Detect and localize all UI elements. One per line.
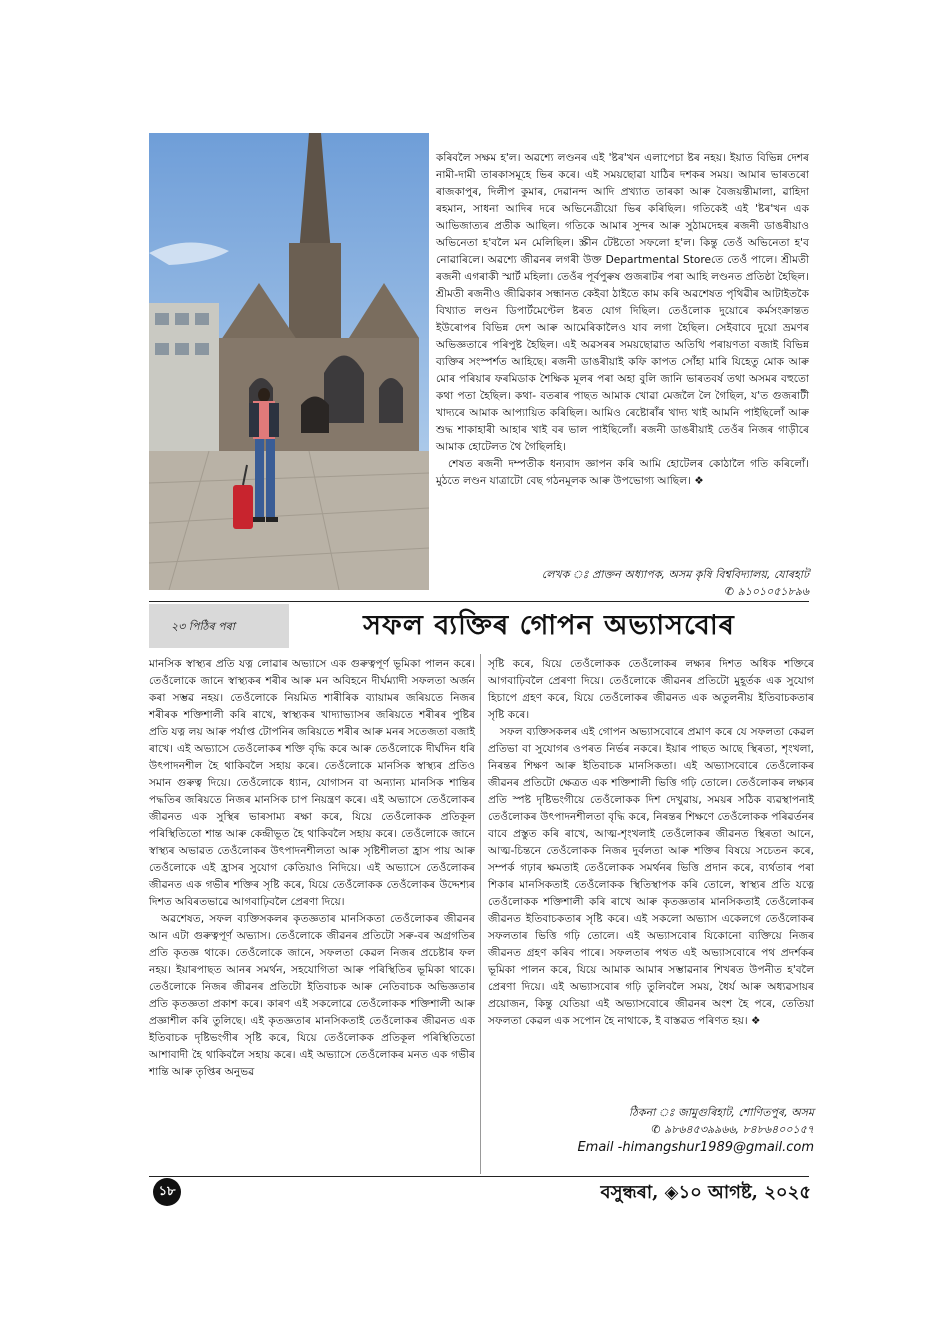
article-title: সফল ব্যক্তিৰ গোপন অভ্যাসবোৰ [363, 610, 735, 641]
page-number: ১৮ [153, 1178, 181, 1206]
top-article-paragraph: কৰিবলৈ সক্ষম হ'ল। অৱশ্যে লণ্ডনৰ এই 'ষ্টৰ'খন এলাপেচা ষ্টৰ নহয়। ইয়াত বিভিন্ন দেশৰ নামী-দামী তাৰকাসমূহে ভিৰ কৰে। এই সময়ছোৱা যাঠিৰ দশকৰ সময়। আমাৰ ভাৰতৰো ৰাজকাপুৰ, দিলীপ কুমাৰ, দেৱানন্দ আদি প্ৰখ্যাত তাৰকা আৰু বৈজয়ন্তীমালা, ৱাহিদা ৰহমান, সাধনা আদিৰ দৰে অভিনেত্ৰীয়ো ভিৰ কৰিছিল। গতিকেই এই 'ষ্টৰ'খন এক আভিজাত্যৰ প্ৰতীক আছিল। গতিকে আমাৰ সুন্দৰ আৰু সুঠামদেহৰ ৰজনী ডাঙৰীয়াও অভিনেতা হ'বলৈ মন মেলিছিল। স্ক্ৰীন টেষ্টতো সফলো হ'ল। কিন্তু তেওঁ অভিনেতা হ'ব নোৱাৰিলে। অৱশ্যে জীৱনৰ লগৰী উক্ত Departmental Storeতে তেওঁ পালে। শ্ৰীমতী ৰজনী এগৰাকী স্মাৰ্ট মহিলা। তেওঁৰ পূৰ্বপুৰুষ গুজৰাটৰ পৰা আহি লণ্ডনত প্ৰতিষ্ঠা হৈছিল। শ্ৰীমতী ৰজনীও জীৱিকাৰ সন্ধানত কেইবা ঠাইতে কাম কৰি অৱশেষত পৃথিৱীৰ আটাইতকৈ বিখ্যাত লণ্ডন ডিপাৰ্টমেণ্টেল ষ্টৰত যোগ দিছিল। তেওঁলোক দুয়োৰে কৰ্মসংক্ৰান্তত ইউৰোপৰ বিভিন্ন দেশ আৰু আমেৰিকালৈও যাব লগা হৈছিল। সেইবাবে দুয়ো ভ্ৰমণৰ অভিজ্ঞতাৰে পৰিপুষ্ট হৈছিল। এই অৱসৰৰ সময়ছোৱাত অতিথি পৰায়ণতা বজাই বিভিন্ন ব্যক্তিৰ সংস্পৰ্শত আহিছে। ৰজনী ডাঙৰীয়াই কফি কাপত সোঁহা মাৰি যিহেতু মোক আৰু মোৰ পৰিয়াৰ ফৰমিডাক শৈক্ষিক মূলৰ পৰা অহা বুলি জানি ভাৰতবৰ্ষ তথা অসমৰ বহুতো কথা পতা হৈছিল। কথা- বতৰাৰ পাছত আমাক খোৱা মেজলৈ লৈ গৈছিল, য'ত গুজৰাটী খাদ্যৰে আমাক আপ্যায়িত কৰিছিল। আমিও ৰেষ্টোৰাঁৰ খাদ্য খাই আমনি পাইছিলোঁ আৰু শুদ্ধ শাকাহাৰী আহাৰ খাই বৰ ভাল পাইছিলোঁ। ৰজনী ডাঙৰীয়াই তেওঁৰ নিজৰ গাড়ীৰে আমাক হোটেলত থৈ গৈছিলহি। [436, 152, 809, 453]
contact-phone: ✆ ৯৮৬৪৫৩৯৯৬৬, ৮৪৮৬৪০০১৫৭ [651, 1123, 814, 1136]
section-divider [149, 601, 809, 602]
cathedral-photo [149, 133, 429, 590]
top-article-text [436, 150, 809, 490]
contact-email: Email -himangshur1989@gmail.com [577, 1140, 814, 1155]
author-byline [436, 566, 809, 600]
top-article-paragraph: শেষত ৰজনী দম্পতীক ধন্যবাদ জ্ঞাপন কৰি আমি হোটেলৰ কোঠালৈ গতি কৰিলোঁ। মুঠতে লণ্ডন যাত্ৰাটো বেছ গঠনমূলক আৰু উপভোগ্য আছিল। ❖ [436, 458, 809, 487]
article-paragraph: মানসিক স্বাস্থ্যৰ প্ৰতি যত্ন লোৱাৰ অভ্যাসে এক গুৰুত্বপূৰ্ণ ভূমিকা পালন কৰে। তেওঁলোকে জানে স্বাস্থ্যকৰ শৰীৰ আৰু মন অবিহনে দীৰ্ঘম্যাদী সফলতা অৰ্জন কৰা সম্ভৱ নহয়। তেওঁলোকে নিয়মিত শাৰীৰিক ব্যায়ামৰ জৰিয়তে নিজৰ শৰীৰক শক্তিশালী কৰি ৰাখে, স্বাস্থ্যকৰ খাদ্যাভ্যাসৰ জৰিয়তে শৰীৰৰ পুষ্টিৰ প্ৰতি যত্ন লয় আৰু পৰ্যাপ্ত টোপনিৰ জৰিয়তে শৰীৰ আৰু মনৰ সতেজতা বজাই ৰাখে। এই অভ্যাসে তেওঁলোকৰ শক্তি বৃদ্ধি কৰে আৰু তেওঁলোকে দীৰ্ঘদিন ধৰি উৎপাদনশীল হৈ থাকিবলৈ সহায় কৰে। তেওঁলোকে মানসিক স্বাস্থ্যৰ প্ৰতিও সমান গুৰুত্ব দিয়ে। তেওঁলোকে ধ্যান, যোগাসন বা অন্যান্য মানসিক শান্তিৰ পদ্ধতিৰ জৰিয়তে নিজৰ মানসিক চাপ নিয়ন্ত্ৰণ কৰে। এই অভ্যাসে তেওঁলোকৰ জীৱনত এক সুস্থিৰ ভাৰসাম্য ৰক্ষা কৰে, যিয়ে তেওঁলোকক প্ৰতিকূল পৰিস্থিতিতো শান্ত আৰু কেন্দ্ৰীভূত হৈ থাকিবলৈ সহায় কৰে। তেওঁলোকে জানে স্বাস্থ্যৰ অভাৱত তেওঁলোকৰ উৎপাদনশীলতা আৰু সৃষ্টিশীলতা হ্ৰাস পায় আৰু তেওঁলোকে এই হ্ৰাসৰ সুযোগ কেতিয়াও নিদিয়ে। এই অভ্যাসে তেওঁলোকৰ জীৱনত এক গভীৰ শক্তিৰ সৃষ্টি কৰে, যিয়ে তেওঁলোকক তেওঁলোকৰ উদ্দেশ্যৰ দিশত অবিৰতভাৱে আগবাঢ়িবলৈ প্ৰেৰণা দিয়ে। [149, 658, 475, 908]
article-paragraph: অৱশেষত, সফল ব্যক্তিসকলৰ কৃতজ্ঞতাৰ মানসিকতা তেওঁলোকৰ জীৱনৰ আন এটা গুৰুত্বপূৰ্ণ অভ্যাস। তেওঁলোকে জীৱনৰ প্ৰতিটো সৰু-বৰ অগ্ৰগতিৰ প্ৰতি কৃতজ্ঞ থাকে। তেওঁলোকে জানে, সফলতা কেৱল নিজৰ প্ৰচেষ্টাৰ ফল নহয়। ইয়াৰপাছত আনৰ সমৰ্থন, সহযোগিতা আৰু পৰিস্থিতিৰ ভূমিকা থাকে। তেওঁলোকে নিজৰ জীৱনৰ প্ৰতিটো ইতিবাচক আৰু নেতিবাচক অভিজ্ঞতাৰ প্ৰতি কৃতজ্ঞতা প্ৰকাশ কৰে। কাৰণ এই সকলোৱে তেওঁলোকক শক্তিশালী আৰু প্ৰজ্ঞাশীল কৰি তুলিছে। এই কৃতজ্ঞতাৰ মানসিকতাই তেওঁলোকৰ জীৱনত এক ইতিবাচক দৃষ্টিভংগীৰ সৃষ্টি কৰে, যিয়ে তেওঁলোকক প্ৰতিকূল পৰিস্থিতিতো আশাবাদী হৈ থাকিবলৈ সহায় কৰে। এই অভ্যাসে তেওঁলোকৰ মনত এক গভীৰ শান্তি আৰু তৃপ্তিৰ অনুভৱ [149, 913, 475, 1078]
column-divider [480, 654, 481, 1174]
issue-info: বসুন্ধৰা, ◈১০ আগষ্ট, ২০২৫ [600, 1182, 811, 1203]
article-paragraph: সৃষ্টি কৰে, যিয়ে তেওঁলোকক তেওঁলোকৰ লক্ষ্যৰ দিশত অধিক শক্তিৰে আগবাঢ়িবলৈ প্ৰেৰণা দিয়ে। তেওঁলোকে জীৱনৰ প্ৰতিটো মুহূৰ্তক এক সুযোগ হিচাপে গ্ৰহণ কৰে, যিয়ে তেওঁলোকৰ জীৱনত এক অতুলনীয় ইতিবাচকতাৰ সৃষ্টি কৰে। [488, 658, 814, 721]
article-column-left [149, 656, 475, 1081]
article-banner [149, 604, 809, 648]
contact-address: ঠিকনা ঃ জামুগুৰিহাট, শোণিতপুৰ, অসম [628, 1106, 814, 1119]
author-contact [488, 1104, 814, 1158]
author-affiliation: লেখক ঃ প্ৰাক্তন অধ্যাপক, অসম কৃষি বিশ্ববিদ্যালয়, যোৰহাট [541, 568, 809, 581]
article-paragraph: সফল ব্যক্তিসকলৰ এই গোপন অভ্যাসবোৰে প্ৰমাণ কৰে যে সফলতা কেৱল প্ৰতিভা বা সুযোগৰ ওপৰত নিৰ্ভৰ নকৰে। ইয়াৰ পাছত আছে স্থিৰতা, শৃংখলা, নিৰন্তৰ শিক্ষণ আৰু ইতিবাচক মানসিকতা। এই অভ্যাসবোৰে তেওঁলোকৰ জীৱনৰ প্ৰতিটো ক্ষেত্ৰত এক শক্তিশালী ভিত্তি গঢ়ি তোলে। তেওঁলোকৰ লক্ষ্যৰ প্ৰতি স্পষ্ট দৃষ্টিভংগীয়ে তেওঁলোকক দিশ দেখুৱায়, সময়ৰ সঠিক ব্যৱস্থাপনাই তেওঁলোকৰ উৎপাদনশীলতা বৃদ্ধি কৰে, নিৰন্তৰ শিক্ষণে তেওঁলোকক পৰিৱৰ্তনৰ বাবে প্ৰস্তুত কৰি ৰাখে, আত্ম-শৃংখলাই তেওঁলোকৰ জীৱনত স্থিৰতা আনে, আত্ম-চিন্তনে তেওঁলোকক নিজৰ দুৰ্বলতা আৰু শক্তিৰ বিষয়ে সচেতন কৰে, সম্পৰ্ক গঢ়াৰ ক্ষমতাই তেওঁলোকক সমৰ্থনৰ ভিত্তি প্ৰদান কৰে, ব্যৰ্থতাৰ পৰা শিকাৰ মানসিকতাই তেওঁলোকক স্থিতিস্থাপক কৰি তোলে, স্বাস্থ্যৰ প্ৰতি যত্নে তেওঁলোকক শক্তিশালী কৰি ৰাখে আৰু কৃতজ্ঞতাৰ মানসিকতাই তেওঁলোকৰ জীৱনত ইতিবাচকতাৰ সৃষ্টি কৰে। এই সকলো অভ্যাস একেলগে তেওঁলোকৰ সফলতাৰ ভিত্তি গঢ়ি তোলে। এই অভ্যাসবোৰ যিকোনো ব্যক্তিয়ে নিজৰ জীৱনত গ্ৰহণ কৰিব পাৰে। সফলতাৰ পথত এই অভ্যাসবোৰে পথ প্ৰদৰ্শকৰ ভূমিকা পালন কৰে, যিয়ে আমাক আমাৰ সম্ভাৱনাৰ শিখৰত উপনীত হ'বলৈ প্ৰেৰণা দিয়ে। এই অভ্যাসবোৰ গঢ়ি তুলিবলৈ সময়, ধৈৰ্য আৰু অধ্যৱসায়ৰ প্ৰয়োজন, কিন্তু যেতিয়া এই অভ্যাসবোৰে জীৱনৰ অংশ হৈ পৰে, তেতিয়া সফলতা কেৱল এক সপোন হৈ নাথাকে, ই বাস্তৱত পৰিণত হয়। ❖ [488, 726, 814, 1027]
article-column-right [488, 656, 814, 1030]
footer-rule [149, 1176, 809, 1177]
continued-tag [149, 604, 289, 648]
continued-label: ২৩ পিঠিৰ পৰা [171, 620, 235, 633]
author-phone: ✆ ৯১০১০৫১৮৯৬ [724, 585, 809, 598]
